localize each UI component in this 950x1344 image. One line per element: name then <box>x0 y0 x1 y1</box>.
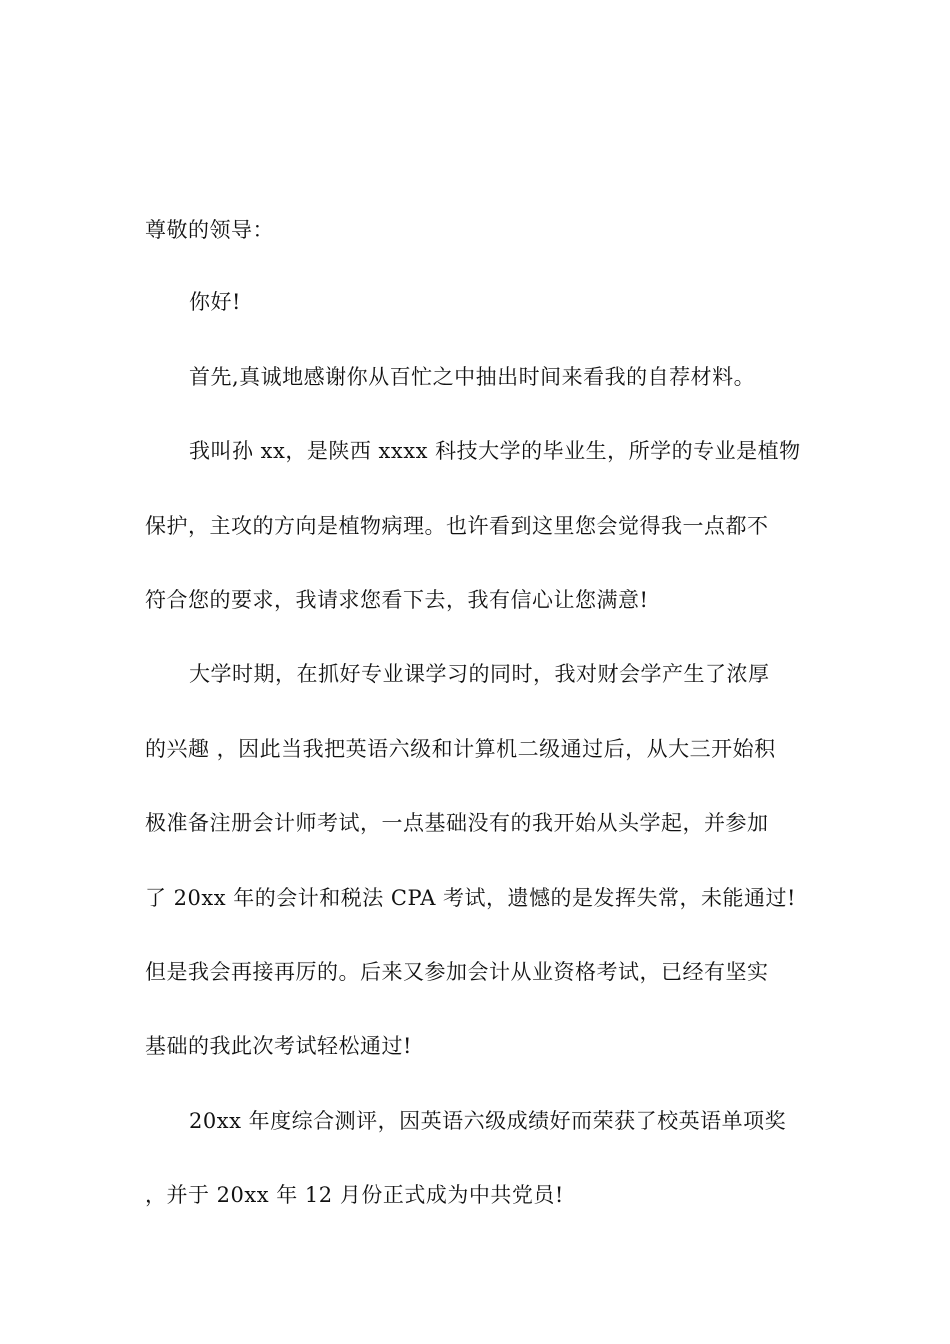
paragraph-3-line-1: 大学时期，在抓好专业课学习的同时，我对财会学产生了浓厚 <box>189 662 770 686</box>
paragraph-3-line-6: 基础的我此次考试轻松通过! <box>145 1034 412 1058</box>
salutation: 尊敬的领导： <box>145 218 274 242</box>
paragraph-1-line-1: 首先,真诚地感谢你从百忙之中抽出时间来看我的自荐材料。 <box>189 365 756 389</box>
greeting: 你好! <box>189 290 241 314</box>
paragraph-2-line-2: 保护，主攻的方向是植物病理。也许看到这里您会觉得我一点都不 <box>145 514 769 538</box>
paragraph-4-line-2: ，并于 20xx 年 12 月份正式成为中共党员! <box>145 1183 564 1207</box>
paragraph-2-line-1: 我叫孙 xx，是陕西 xxxx 科技大学的毕业生，所学的专业是植物 <box>189 439 801 463</box>
paragraph-4-line-1: 20xx 年度综合测评，因英语六级成绩好而荣获了校英语单项奖 <box>189 1109 787 1133</box>
paragraph-2-line-3: 符合您的要求，我请求您看下去，我有信心让您满意! <box>145 588 649 612</box>
paragraph-3-line-3: 极准备注册会计师考试，一点基础没有的我开始从头学起，并参加 <box>145 811 769 835</box>
paragraph-3-line-2: 的兴趣 ，因此当我把英语六级和计算机二级通过后，从大三开始积 <box>145 737 776 761</box>
paragraph-3-line-5: 但是我会再接再厉的。后来又参加会计从业资格考试，已经有坚实 <box>145 960 769 984</box>
paragraph-3-line-4: 了 20xx 年的会计和税法 CPA 考试，遗憾的是发挥失常，未能通过! <box>145 886 796 910</box>
